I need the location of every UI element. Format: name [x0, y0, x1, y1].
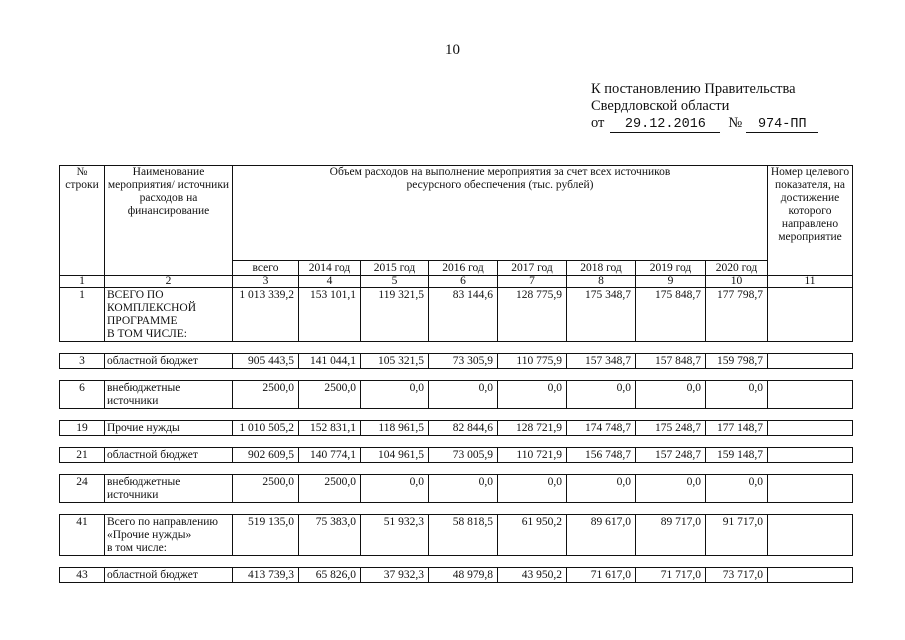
- row-value-3: 2500,0: [233, 381, 299, 409]
- row-value-10: 0,0: [706, 381, 768, 409]
- column-index-3: 3: [233, 276, 299, 288]
- row-value-8: 156 748,7: [567, 448, 636, 463]
- row-number: 1: [60, 288, 105, 342]
- row-value-5: 105 321,5: [361, 354, 429, 369]
- row-separator: [60, 463, 853, 475]
- row-name: ВСЕГО ПО КОМПЛЕКСНОЙ ПРОГРАММЕ В ТОМ ЧИСЛЕ:: [105, 288, 233, 342]
- row-value-3: 2500,0: [233, 475, 299, 503]
- row-value-7: 110 775,9: [498, 354, 567, 369]
- header-target: Номер целевого показателя, на достижение которого направлено мероприятие: [768, 166, 853, 276]
- header-year-5: 2018 год: [567, 261, 636, 276]
- resolution-reference: [591, 81, 818, 133]
- row-number: 3: [60, 354, 105, 369]
- row-number: 24: [60, 475, 105, 503]
- row-value-7: 128 775,9: [498, 288, 567, 342]
- row-value-4: 141 044,1: [299, 354, 361, 369]
- row-value-8: 0,0: [567, 381, 636, 409]
- header-year-0: всего: [233, 261, 299, 276]
- row-separator: [60, 556, 853, 568]
- resolution-line-1: К постановлению Правительства: [591, 81, 796, 97]
- row-value-8: 157 348,7: [567, 354, 636, 369]
- row-value-5: 37 932,3: [361, 568, 429, 583]
- row-name: Прочие нужды: [105, 421, 233, 436]
- header-volume: Объем расходов на выполнение мероприятия за счет всех источников ресурсного обеспечения (тыс. рублей): [233, 166, 768, 261]
- row-value-9: 71 717,0: [636, 568, 706, 583]
- row-value-4: 2500,0: [299, 475, 361, 503]
- row-value-10: 159 798,7: [706, 354, 768, 369]
- table-row: [60, 354, 853, 369]
- header-year-6: 2019 год: [636, 261, 706, 276]
- header-name: Наименование мероприятия/ источники расходов на финансирование: [105, 166, 233, 276]
- row-value-10: 0,0: [706, 475, 768, 503]
- row-value-5: 0,0: [361, 475, 429, 503]
- row-value-6: 73 305,9: [429, 354, 498, 369]
- row-number: 43: [60, 568, 105, 583]
- header-year-1: 2014 год: [299, 261, 361, 276]
- row-value-3: 1 013 339,2: [233, 288, 299, 342]
- row-number: 41: [60, 515, 105, 556]
- column-index-9: 9: [636, 276, 706, 288]
- row-value-8: 174 748,7: [567, 421, 636, 436]
- resolution-date: 29.12.2016: [610, 118, 720, 133]
- table-row: [60, 475, 853, 503]
- resolution-line-2: Свердловской области: [591, 98, 730, 114]
- row-target: [768, 475, 853, 503]
- column-index-10: 10: [706, 276, 768, 288]
- column-index-2: 2: [105, 276, 233, 288]
- row-target: [768, 448, 853, 463]
- row-value-6: 48 979,8: [429, 568, 498, 583]
- row-value-4: 2500,0: [299, 381, 361, 409]
- row-separator: [60, 503, 853, 515]
- table-row: [60, 448, 853, 463]
- row-value-9: 157 848,7: [636, 354, 706, 369]
- from-label: от: [591, 115, 605, 131]
- row-value-4: 152 831,1: [299, 421, 361, 436]
- column-index-7: 7: [498, 276, 567, 288]
- row-value-9: 175 848,7: [636, 288, 706, 342]
- header-year-7: 2020 год: [706, 261, 768, 276]
- row-value-3: 902 609,5: [233, 448, 299, 463]
- row-target: [768, 568, 853, 583]
- row-target: [768, 354, 853, 369]
- row-value-8: 89 617,0: [567, 515, 636, 556]
- row-separator: [60, 409, 853, 421]
- row-value-4: 75 383,0: [299, 515, 361, 556]
- table-row: [60, 568, 853, 583]
- column-index-5: 5: [361, 276, 429, 288]
- header-year-4: 2017 год: [498, 261, 567, 276]
- row-target: [768, 515, 853, 556]
- row-value-5: 51 932,3: [361, 515, 429, 556]
- row-target: [768, 421, 853, 436]
- row-name: Всего по направлению «Прочие нужды» в том числе:: [105, 515, 233, 556]
- row-value-6: 58 818,5: [429, 515, 498, 556]
- row-value-7: 0,0: [498, 475, 567, 503]
- resolution-date-row: [591, 115, 818, 133]
- row-number: 21: [60, 448, 105, 463]
- row-separator: [60, 369, 853, 381]
- row-separator: [60, 436, 853, 448]
- header-year-2: 2015 год: [361, 261, 429, 276]
- header-row-no: № строки: [60, 166, 105, 276]
- row-value-4: 140 774,1: [299, 448, 361, 463]
- row-value-9: 175 248,7: [636, 421, 706, 436]
- row-name: внебюджетные источники: [105, 381, 233, 409]
- row-value-7: 61 950,2: [498, 515, 567, 556]
- column-index-4: 4: [299, 276, 361, 288]
- row-value-9: 0,0: [636, 475, 706, 503]
- column-index-6: 6: [429, 276, 498, 288]
- row-target: [768, 288, 853, 342]
- row-value-6: 82 844,6: [429, 421, 498, 436]
- row-value-9: 157 248,7: [636, 448, 706, 463]
- table-row: [60, 381, 853, 409]
- row-value-6: 73 005,9: [429, 448, 498, 463]
- row-name: областной бюджет: [105, 448, 233, 463]
- row-value-9: 0,0: [636, 381, 706, 409]
- row-value-10: 91 717,0: [706, 515, 768, 556]
- number-label: №: [728, 115, 743, 131]
- row-value-3: 905 443,5: [233, 354, 299, 369]
- header-year-3: 2016 год: [429, 261, 498, 276]
- row-value-7: 128 721,9: [498, 421, 567, 436]
- row-value-8: 0,0: [567, 475, 636, 503]
- page-number: 10: [445, 42, 460, 58]
- table-row: [60, 421, 853, 436]
- row-value-5: 118 961,5: [361, 421, 429, 436]
- row-number: 19: [60, 421, 105, 436]
- row-value-6: 0,0: [429, 381, 498, 409]
- row-value-10: 177 148,7: [706, 421, 768, 436]
- row-value-3: 1 010 505,2: [233, 421, 299, 436]
- row-value-6: 0,0: [429, 475, 498, 503]
- row-value-8: 71 617,0: [567, 568, 636, 583]
- row-name: внебюджетные источники: [105, 475, 233, 503]
- row-separator: [60, 342, 853, 354]
- row-name: областной бюджет: [105, 568, 233, 583]
- row-value-7: 0,0: [498, 381, 567, 409]
- row-value-5: 119 321,5: [361, 288, 429, 342]
- row-value-4: 153 101,1: [299, 288, 361, 342]
- column-index-8: 8: [567, 276, 636, 288]
- row-value-7: 43 950,2: [498, 568, 567, 583]
- row-target: [768, 381, 853, 409]
- row-value-7: 110 721,9: [498, 448, 567, 463]
- column-index-1: 1: [60, 276, 105, 288]
- row-value-8: 175 348,7: [567, 288, 636, 342]
- row-value-4: 65 826,0: [299, 568, 361, 583]
- row-value-9: 89 717,0: [636, 515, 706, 556]
- expenditure-table: [59, 165, 853, 583]
- row-value-5: 0,0: [361, 381, 429, 409]
- table-row: [60, 288, 853, 342]
- table-row: [60, 515, 853, 556]
- row-value-6: 83 144,6: [429, 288, 498, 342]
- row-name: областной бюджет: [105, 354, 233, 369]
- row-value-3: 413 739,3: [233, 568, 299, 583]
- row-value-10: 73 717,0: [706, 568, 768, 583]
- row-value-3: 519 135,0: [233, 515, 299, 556]
- resolution-number: 974-ПП: [746, 118, 818, 133]
- column-index-11: 11: [768, 276, 853, 288]
- row-value-10: 177 798,7: [706, 288, 768, 342]
- row-value-5: 104 961,5: [361, 448, 429, 463]
- row-number: 6: [60, 381, 105, 409]
- row-value-10: 159 148,7: [706, 448, 768, 463]
